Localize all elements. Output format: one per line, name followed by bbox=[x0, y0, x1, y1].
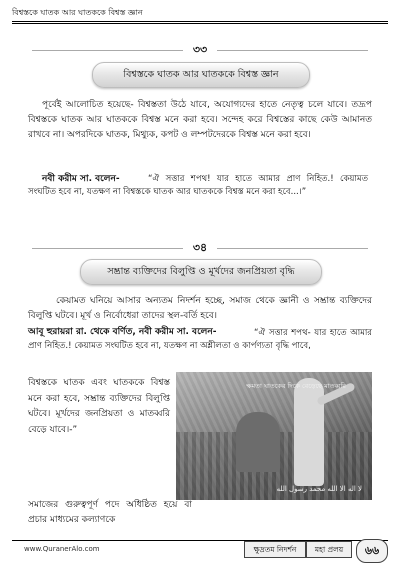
header-rule bbox=[12, 21, 388, 22]
hadith-quote-continued: বিশ্বস্তকে ঘাতক এবং ঘাতককে বিশ্বস্ত মনে করা হবে, সম্ভ্রান্ত ব্যক্তিদের বিলুপ্তি ঘটবে। মূর্খদের জনপ্রিয়তা ও মাতব্বরি বেড়ে যাবে।-” bbox=[28, 378, 170, 435]
hadith-quote: “ঐ সত্তার শপথ! যার হাতে আমার প্রাণ নিহিত.! কেয়ামত সংঘটিত হবে না, যতক্ষণ না বিশ্বস্তকে ঘাতক আর ঘাতককে বিশ্বস্ত মনে করা হবে...।” bbox=[28, 174, 368, 197]
hadith-quote: “ঐ সত্তার শপথ- যার হাতে আমার প্রাণ নিহিত.! কেয়ামত সংঘটিত হবে না, যতক্ষণ না অশ্লীলতা ও কার্পণ্যতা বৃদ্ধি পাবে, bbox=[28, 328, 372, 351]
section-number: ৩৩ bbox=[183, 42, 217, 58]
closing-paragraph: সমাজের গুরুত্বপূর্ণ পদে অধিষ্ঠিত হয়ে বা প্রচার মাধ্যমের কল্যাণকে bbox=[28, 500, 192, 525]
hadith-narrator: নবী করীম সা. বলেন- bbox=[42, 174, 120, 184]
section-paragraph: পূর্বেই আলোচিত হয়েছে- বিশ্বস্ততা উঠে যাবে, অযোগ্যদের হাতে নেতৃত্ব চলে যাবে। তদ্রূপ বিশ্বস্তকে ঘাতক আর ঘাতককে বিশ্বস্ত মনে করা হবে। সন্দেহ করে বিশ্বস্তের কাছে কেউ আমানত রাখবে না। অপরদিকে ঘাতক, মিথ্যুক, কপট ও লম্পটদেরকে বিশ্বস্ত মনে করা হবে। bbox=[28, 100, 372, 140]
page-number: ৬৬ bbox=[356, 539, 388, 563]
hadith-narrator: আবূ হুরায়রা রা. থেকে বর্ণিত, নবী করীম সা. বলেন- bbox=[28, 327, 217, 337]
section-title: সম্ভ্রান্ত ব্যক্তিদের বিলুপ্তি ও মূর্খদের জনপ্রিয়তা বৃদ্ধি bbox=[107, 266, 295, 277]
section-paragraph: কেয়ামত ঘনিয়ে আসার অন্যতম নিদর্শন হচ্ছে, সমাজ থেকে জ্ঞানী ও সম্ভ্রান্ত ব্যক্তিদের বিলুপ্তি ঘটবে। মূর্খ ও নির্বোধেরা তাদের স্থল-বর্তি হবে। bbox=[28, 296, 372, 321]
website-url[interactable]: www.QuranerAlo.com bbox=[24, 545, 100, 553]
chapter-label-box: মহা প্রলয় bbox=[306, 541, 352, 558]
rally-photo bbox=[176, 372, 372, 500]
section-title-banner bbox=[92, 62, 310, 88]
book-label-box: ক্ষুদ্রতম নিদর্শন bbox=[244, 541, 306, 558]
speaker-figure bbox=[294, 378, 324, 486]
running-header: বিশ্বস্তকে ঘাতক আর ঘাতককে বিশ্বস্ত জ্ঞান bbox=[12, 8, 143, 17]
photo-caption-top: ক্ষমতা ঘাতকের দিকে বেড়েছে মাতব্বরি bbox=[246, 382, 346, 390]
crowd-figure bbox=[236, 412, 280, 472]
header-rule-secondary bbox=[12, 23, 388, 24]
section-title: বিশ্বস্তকে ঘাতক আর ঘাতককে বিশ্বস্ত জ্ঞান bbox=[123, 69, 279, 80]
section-number: ৩৪ bbox=[183, 240, 217, 256]
photo-caption-bottom: لا اله الا الله محمد رسول الله bbox=[276, 485, 362, 493]
section-title-banner bbox=[80, 259, 322, 285]
